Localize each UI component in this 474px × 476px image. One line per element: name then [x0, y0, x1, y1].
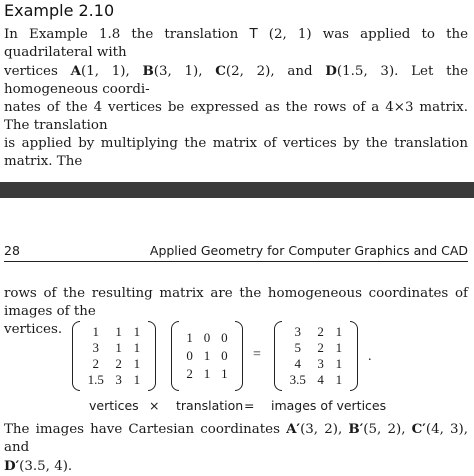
images-matrix	[274, 321, 358, 391]
matrix-entry: 1	[133, 356, 141, 371]
matrix-entry: 1	[92, 324, 99, 339]
translation-matrix	[171, 321, 243, 391]
text-line: The images have Cartesian coordinates A′(3, 2), B′(5, 2), C′(4, 3), and	[4, 421, 469, 455]
matrix-entry: 1	[203, 366, 211, 381]
matrix-entry: 4	[317, 372, 324, 387]
right-paren	[350, 321, 358, 391]
closing-paragraph	[4, 420, 468, 476]
matrix-entry: 1	[115, 324, 122, 339]
caption-equals: =	[244, 398, 255, 413]
matrix-entry: 1	[186, 330, 193, 345]
page-header-bar	[4, 243, 468, 262]
matrix-entry: 3.5	[289, 372, 306, 387]
text-line: nates of the 4 vertices be expressed as the rows of a 4×3 matrix. The translation	[4, 100, 468, 133]
text-line: rows of the resulting matrix are the homogeneous coordinates of images of the	[4, 286, 468, 319]
page-number: 28	[4, 243, 20, 258]
caption-translation: translation	[176, 398, 244, 413]
matrix-entry: 0	[186, 348, 193, 363]
left-paren	[274, 321, 282, 391]
matrix-entry: 1	[335, 340, 343, 355]
running-title: Applied Geometry for Computer Graphics and CAD	[149, 243, 468, 258]
right-paren	[148, 321, 156, 391]
caption-images: images of vertices	[271, 398, 387, 413]
matrix-entry: 3	[294, 324, 301, 339]
equals-sign: =	[253, 347, 261, 362]
right-paren	[235, 321, 243, 391]
matrix-entry: 3	[92, 340, 99, 355]
matrix-cells	[82, 324, 146, 388]
matrix-equation	[0, 321, 474, 391]
example-heading: Example 2.10	[4, 1, 115, 20]
matrix-entry: 1.5	[87, 372, 104, 387]
caption-vertices: vertices	[89, 398, 139, 413]
matrix-entry: 0	[203, 330, 211, 345]
equation-period: .	[368, 349, 372, 364]
matrix-entry: 5	[294, 340, 301, 355]
matrix-entry: 1	[203, 348, 211, 363]
matrix-entry: 1	[133, 340, 141, 355]
text-line: vertices A(1, 1), B(3, 1), C(2, 2), and D(1.5, 3). Let the homogeneous coordi-	[4, 63, 469, 97]
matrix-entry: 2	[92, 356, 99, 371]
text-line: In Example 1.8 the translation T (2, 1) was applied to the quadrilateral with	[4, 27, 468, 60]
matrix-entry: 1	[335, 372, 343, 387]
left-paren	[72, 321, 80, 391]
matrix-entry: 1	[133, 324, 141, 339]
matrix-entry: 2	[317, 340, 324, 355]
page-break-band	[0, 182, 474, 198]
vertices-matrix	[72, 321, 156, 391]
matrix-entry: 2	[115, 356, 122, 371]
left-paren	[171, 321, 179, 391]
matrix-entry: 3	[317, 356, 324, 371]
matrix-entry: 2	[186, 366, 193, 381]
matrix-entry: 0	[221, 330, 228, 345]
text-line: vertices.	[4, 322, 63, 337]
matrix-cells	[284, 324, 348, 388]
intro-paragraph	[4, 26, 468, 171]
caption-times: ×	[149, 398, 160, 413]
matrix-entry: 0	[221, 348, 228, 363]
matrix-entry: 4	[294, 356, 301, 371]
matrix-entry: 3	[115, 372, 122, 387]
matrix-cells	[181, 329, 233, 383]
matrix-entry: 1	[115, 340, 122, 355]
matrix-entry: 1	[221, 366, 228, 381]
matrix-entry: 2	[317, 324, 324, 339]
text-line: is applied by multiplying the matrix of vertices by the translation matrix. The	[4, 136, 468, 169]
matrix-entry: 1	[335, 324, 343, 339]
text-line: D′(3.5, 4).	[4, 458, 73, 474]
matrix-entry: 1	[335, 356, 343, 371]
matrix-entry: 1	[133, 372, 141, 387]
